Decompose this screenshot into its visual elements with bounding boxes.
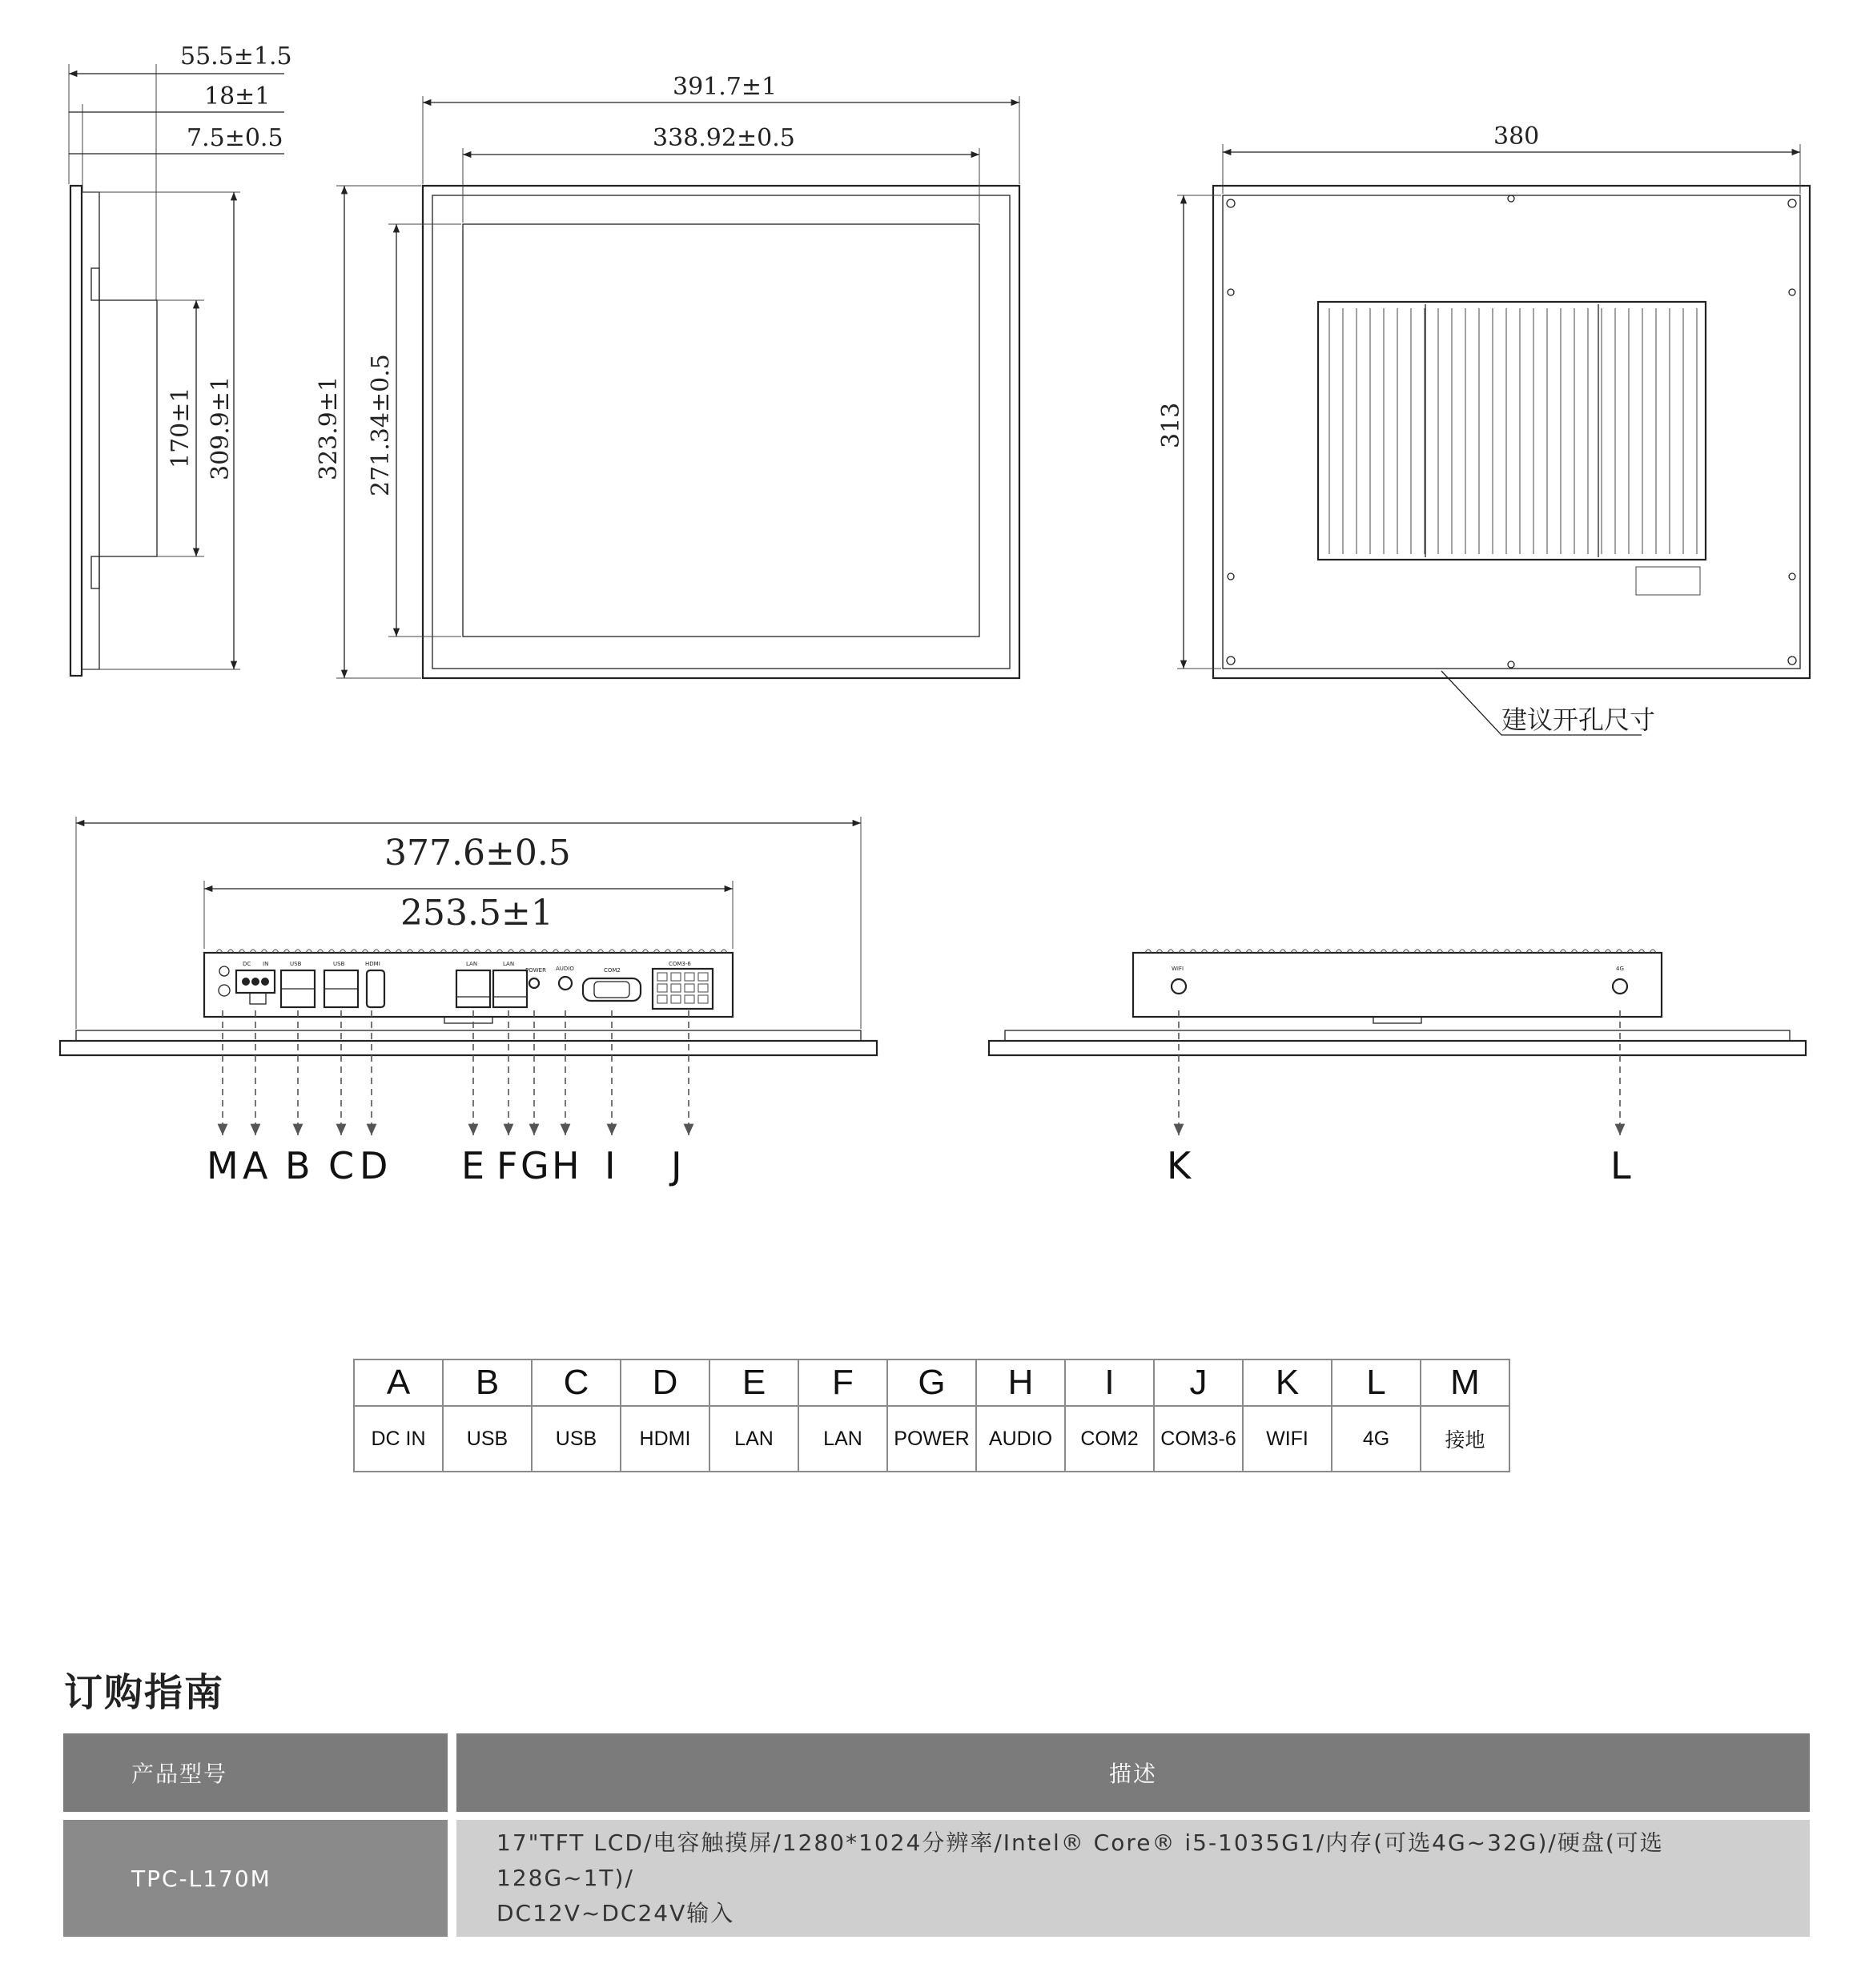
port-label-I: I (1065, 1359, 1154, 1406)
dim-side-depth-mid: 18±1 (204, 82, 271, 110)
silk-com2: COM2 (604, 967, 621, 974)
silk-usb-1: USB (290, 961, 302, 967)
com-pin (698, 973, 708, 981)
row-desc (456, 1820, 1810, 1937)
port-label-L: L (1332, 1359, 1421, 1406)
dim-front-height-screen: 271.34±0.5 (367, 354, 395, 496)
row-desc-line1: 17"TFT LCD/电容触摸屏/1280*1024分辨率/Intel® Core® i5-1035G1/内存(可选4G~32G)/硬盘(可选128G~1T)/ (496, 1829, 1664, 1891)
header-desc (456, 1733, 1810, 1812)
side-view (69, 64, 284, 676)
port-value-E: LAN (709, 1406, 798, 1472)
cutout-note: 建议开孔尺寸 (1501, 705, 1656, 735)
port-value-L: 4G (1332, 1406, 1421, 1472)
port-value-D: HDMI (621, 1406, 709, 1472)
port-table-label-row (354, 1359, 1509, 1406)
dim-side-height-panel: 309.9±1 (207, 376, 235, 480)
callout-E: E (461, 1144, 485, 1187)
callout-lines (223, 1010, 1620, 1135)
com-pin (657, 973, 667, 981)
port-value-H: AUDIO (976, 1406, 1065, 1472)
callout-L: L (1610, 1144, 1631, 1187)
port-label-G: G (887, 1359, 976, 1406)
port-value-G: POWER (887, 1406, 976, 1472)
callout-M: M (207, 1144, 239, 1187)
dim-rear-width: 380 (1493, 122, 1540, 151)
com-pin (698, 984, 708, 992)
com-pin (657, 984, 667, 992)
port-value-M: 接地 (1421, 1406, 1509, 1472)
port-table-value-row (354, 1406, 1509, 1472)
silk-in: IN (263, 961, 269, 967)
port-label-C: C (532, 1359, 621, 1406)
row-desc-text (496, 1825, 1770, 1931)
silk-usb-2: USB (333, 961, 345, 967)
silk-wifi: WIFI (1172, 966, 1184, 972)
port-value-K: WIFI (1243, 1406, 1332, 1472)
callout-G: G (521, 1144, 549, 1187)
port-value-I: COM2 (1065, 1406, 1154, 1472)
callout-F: F (496, 1144, 518, 1187)
port-value-C: USB (532, 1406, 621, 1472)
port-label-J: J (1154, 1359, 1243, 1406)
port-value-B: USB (443, 1406, 532, 1472)
port-label-E: E (709, 1359, 798, 1406)
dim-front-width-outer: 391.7±1 (673, 73, 778, 101)
callout-I: I (605, 1144, 616, 1187)
dim-side-depth-total: 55.5±1.5 (180, 42, 292, 70)
silk-4g: 4G (1616, 966, 1624, 972)
header-model-label: 产品型号 (131, 1761, 228, 1787)
silk-lan-1: LAN (466, 961, 478, 967)
row-desc-line2: DC12V~DC24V输入 (496, 1900, 735, 1926)
port-label-D: D (621, 1359, 709, 1406)
com-pin (685, 973, 694, 981)
port-label-K: K (1243, 1359, 1332, 1406)
callout-A: A (243, 1144, 268, 1187)
silk-dc: DC (243, 961, 251, 967)
dim-front-width-screen: 338.92±0.5 (653, 124, 795, 152)
port-value-A: DC IN (354, 1406, 443, 1472)
row-model-value: TPC-L170M (131, 1865, 271, 1892)
callout-D: D (360, 1144, 388, 1187)
dim-bottom-width-box: 253.5±1 (400, 893, 553, 934)
dim-bottom-width-outer: 377.6±0.5 (384, 833, 571, 874)
silk-power: POWER (525, 967, 546, 974)
row-model (63, 1820, 448, 1937)
callout-J: J (671, 1144, 682, 1187)
com-pin (671, 995, 681, 1003)
com-pin (671, 984, 681, 992)
callout-B: B (285, 1144, 311, 1187)
com-pin (685, 995, 694, 1003)
header-desc-label: 描述 (1108, 1761, 1157, 1787)
dim-rear-height: 313 (1157, 402, 1185, 448)
silk-lan-2: LAN (503, 961, 515, 967)
port-label-H: H (976, 1359, 1065, 1406)
ordering-title: 订购指南 (64, 1670, 225, 1715)
front-view (336, 96, 1019, 678)
port-value-J: COM3-6 (1154, 1406, 1243, 1472)
silk-hdmi: HDMI (365, 961, 380, 967)
port-label-M: M (1421, 1359, 1509, 1406)
port-label-A: A (354, 1359, 443, 1406)
port-value-F: LAN (798, 1406, 887, 1472)
silk-com36: COM3-6 (669, 961, 691, 967)
side-bottom-view (989, 950, 1806, 1055)
com-pin (698, 995, 708, 1003)
callout-H: H (552, 1144, 580, 1187)
silk-audio: AUDIO (556, 966, 574, 972)
rear-view (1177, 144, 1810, 735)
com-pin (657, 995, 667, 1003)
dim-side-height-box: 170±1 (167, 387, 195, 468)
com-pin (685, 984, 694, 992)
com-pin (671, 973, 681, 981)
dim-front-height-outer: 323.9±1 (315, 376, 343, 480)
header-model (63, 1733, 448, 1812)
dim-side-depth-front: 7.5±0.5 (187, 124, 283, 152)
callout-K: K (1167, 1144, 1192, 1187)
callout-C: C (328, 1144, 355, 1187)
port-label-B: B (443, 1359, 532, 1406)
port-table (353, 1359, 1510, 1472)
port-label-F: F (798, 1359, 887, 1406)
